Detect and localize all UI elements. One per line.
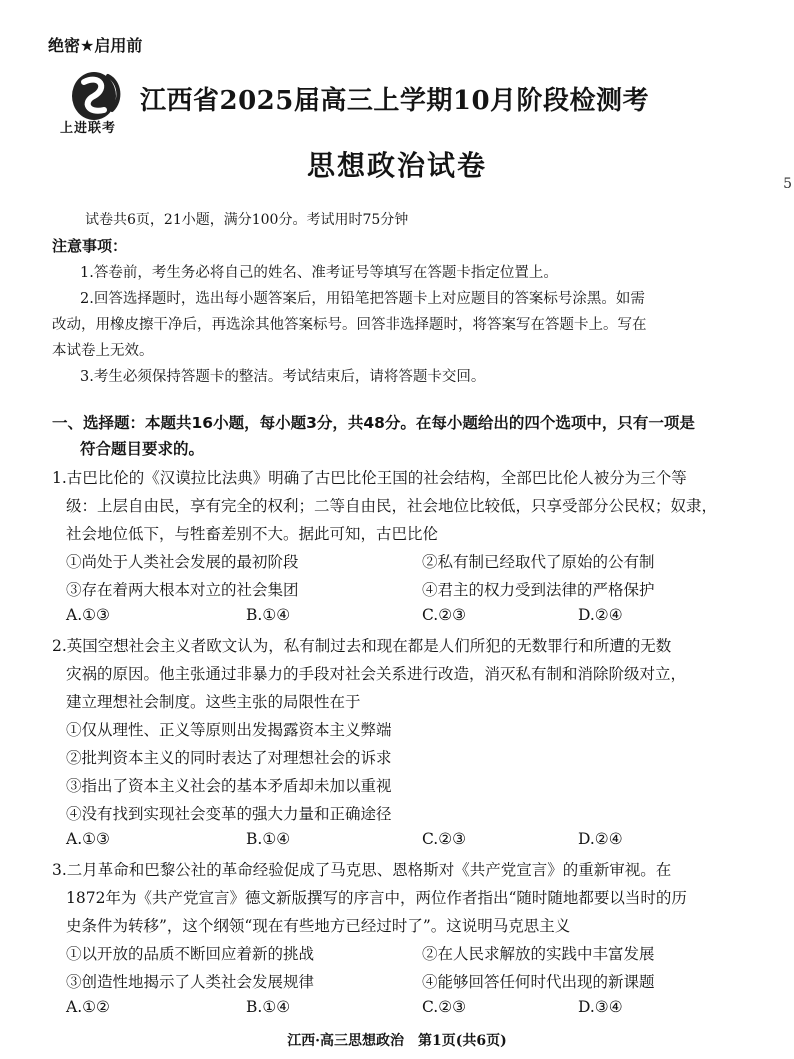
edge-mark: 5 [783, 176, 792, 192]
section-heading: 一、选择题：本题共16小题，每小题3分，共48分。在每小题给出的四个选项中，只有一项是 [52, 414, 695, 432]
question-3-statement: ④能够回答任何时代出现的新课题 [422, 973, 655, 991]
question-2-choice-c: C.②③ [422, 830, 467, 848]
notice-heading: 注意事项： [52, 237, 128, 255]
question-2-choice-a: A.①③ [66, 830, 110, 848]
subject-title: 思想政治试卷 [306, 149, 487, 182]
question-3-choice-d: D.③④ [578, 998, 623, 1016]
question-3-choice-a: A.①② [66, 998, 110, 1016]
question-1-choice-d: D.②④ [578, 606, 623, 624]
question-2-statement: ①仅从理性、正义等原则出发揭露资本主义弊端 [66, 721, 392, 739]
question-2-choice-b: B.①④ [246, 830, 291, 848]
question-2-choice-d: D.②④ [578, 830, 623, 848]
notice-line: 2.回答选择题时，选出每小题答案后，用铅笔把答题卡上对应题目的答案标号涂黑。如需 [80, 291, 645, 307]
question-3-choice-b: B.①④ [246, 998, 291, 1016]
question-3-statement: ②在人民求解放的实践中丰富发展 [422, 945, 655, 963]
question-2-statement: ④没有找到实现社会变革的强大力量和正确途径 [66, 805, 392, 823]
exam-info: 试卷共6页，21小题，满分100分。考试用时75分钟 [85, 212, 409, 228]
question-1-stem: 1.古巴比伦的《汉谟拉比法典》明确了古巴比伦王国的社会结构，全部巴比伦人被分为三个等 [52, 469, 687, 487]
question-1-choice-a: A.①③ [66, 606, 110, 624]
question-1-statement: ③存在着两大根本对立的社会集团 [66, 581, 299, 599]
logo-text: 上进联考 [60, 121, 117, 136]
question-3-statement: ①以开放的品质不断回应着新的挑战 [66, 945, 315, 963]
question-1-stem: 社会地位低下，与牲畜差别不大。据此可知，古巴比伦 [66, 525, 439, 543]
question-1-statement: ②私有制已经取代了原始的公有制 [422, 553, 655, 571]
question-2-statement: ③指出了资本主义社会的基本矛盾却未加以重视 [66, 777, 392, 795]
exam-title: 江西省2025届高三上学期10月阶段检测考 [140, 86, 650, 116]
question-2-stem: 灾祸的原因。他主张通过非暴力的手段对社会关系进行改造，消灭私有制和消除阶级对立， [66, 665, 687, 683]
question-3-statement: ③创造性地揭示了人类社会发展规律 [66, 973, 315, 991]
question-3-stem: 3.二月革命和巴黎公社的革命经验促成了马克思、恩格斯对《共产党宣言》的重新审视。在 [52, 861, 672, 879]
question-2-stem: 建立理想社会制度。这些主张的局限性在于 [66, 693, 361, 711]
notice-line: 改动，用橡皮擦干净后，再选涂其他答案标号。回答非选择题时，将答案写在答题卡上。写在 [52, 317, 647, 333]
notice-line: 1.答卷前，考生务必将自己的姓名、准考证号等填写在答题卡指定位置上。 [80, 265, 558, 281]
notice-line: 3.考生必须保持答题卡的整洁。考试结束后，请将答题卡交回。 [80, 369, 486, 385]
section-heading-cont: 符合题目要求的。 [80, 440, 205, 458]
notice-line: 本试卷上无效。 [52, 343, 154, 359]
question-1-statement: ④君主的权力受到法律的严格保护 [422, 581, 655, 599]
page-footer: 江西·高三思想政治 第1页(共6页) [287, 1033, 507, 1049]
confidential-label: 绝密★启用前 [48, 36, 143, 55]
question-1-choice-c: C.②③ [422, 606, 467, 624]
question-1-choice-b: B.①④ [246, 606, 291, 624]
question-1-statement: ①尚处于人类社会发展的最初阶段 [66, 553, 299, 571]
question-2-statement: ②批判资本主义的同时表达了对理想社会的诉求 [66, 749, 392, 767]
question-1-stem: 级：上层自由民，享有完全的权利；二等自由民，社会地位比较低，只享受部分公民权；奴隶， [66, 497, 718, 515]
question-2-stem: 2.英国空想社会主义者欧文认为，私有制过去和现在都是人们所犯的无数罪行和所遭的无数 [52, 637, 672, 655]
question-3-stem: 史条件为转移”，这个纲领“现在有些地方已经过时了”。这说明马克思主义 [66, 917, 571, 935]
question-3-choice-c: C.②③ [422, 998, 467, 1016]
question-3-stem: 1872年为《共产党宣言》德文新版撰写的序言中，两位作者指出“随时随地都要以当时的历 [66, 889, 687, 907]
